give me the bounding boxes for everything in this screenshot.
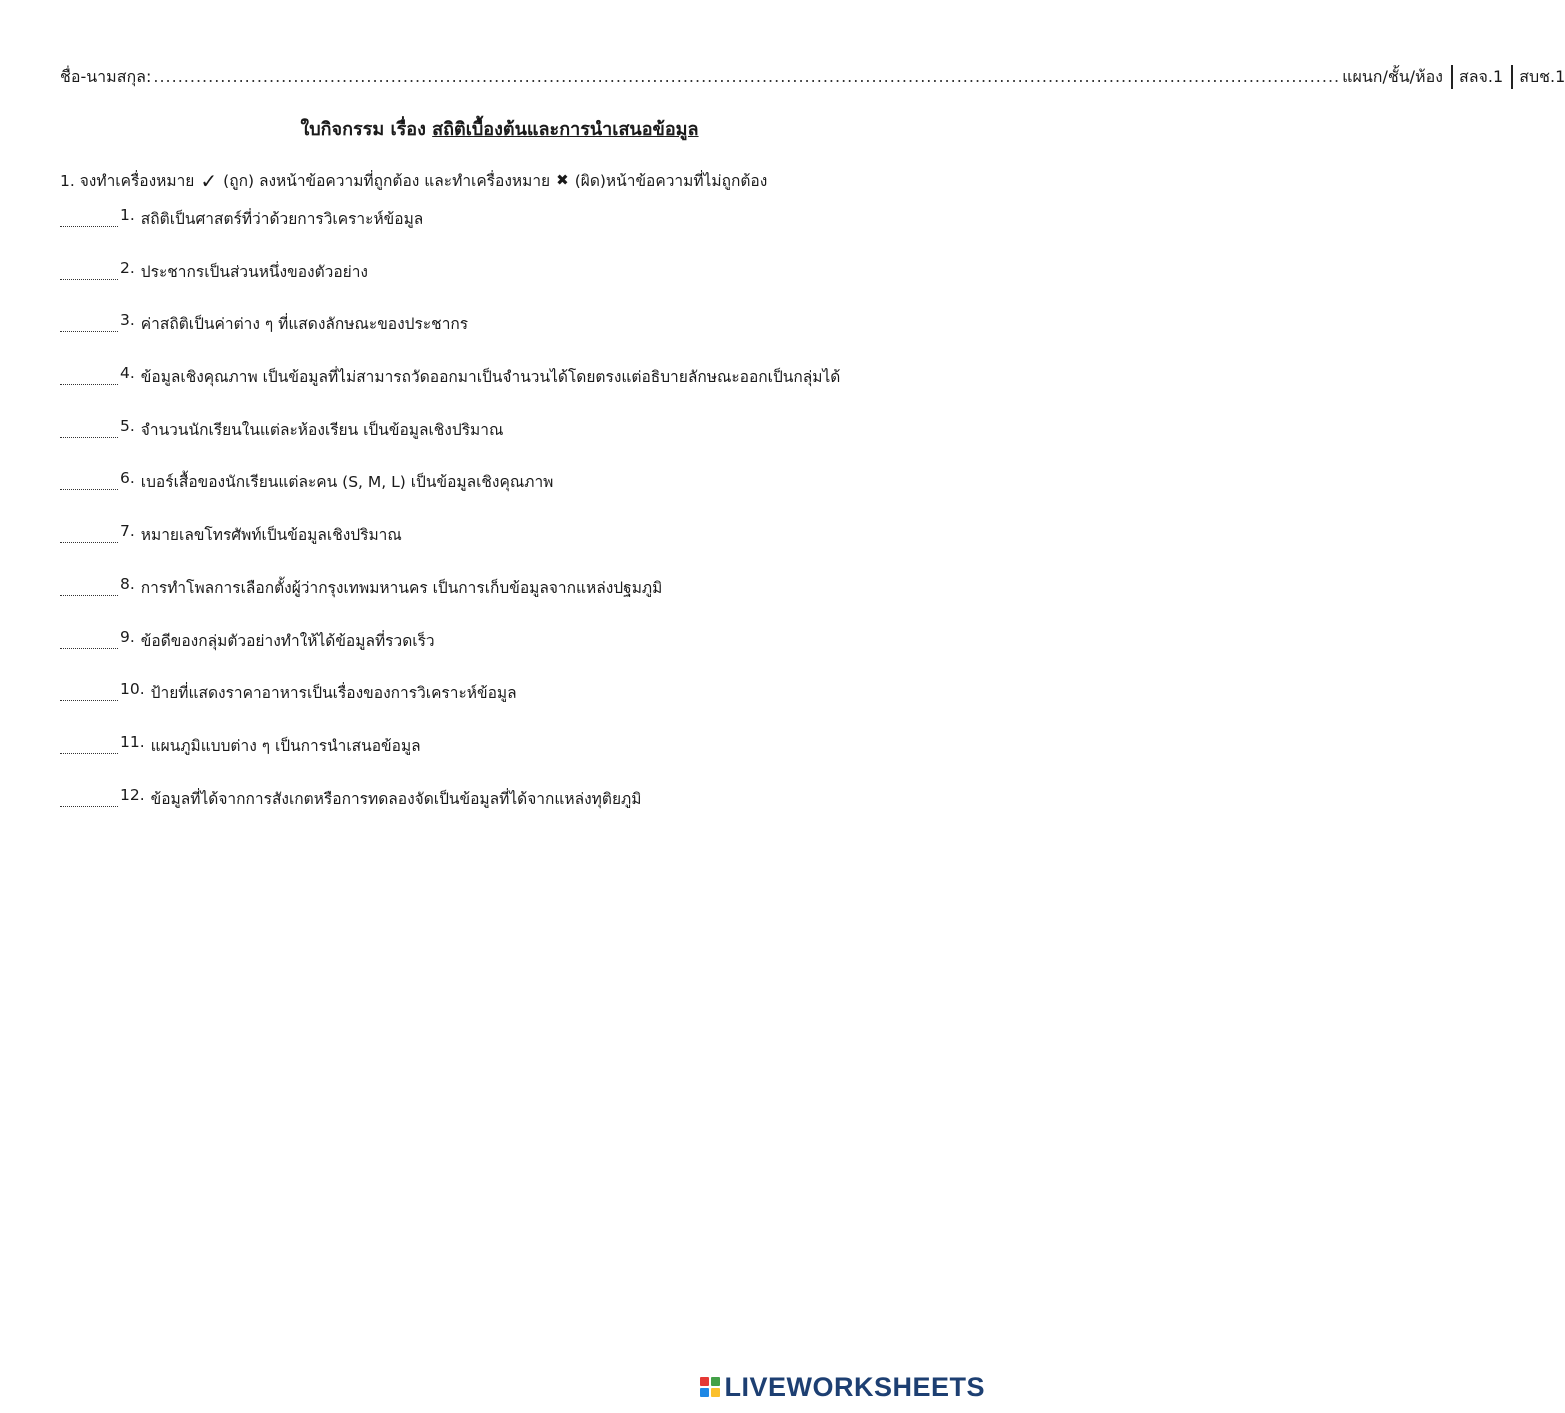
question-text: สถิติเป็นศาสตร์ที่ว่าด้วยการวิเคราะห์ข้อมูล [140,210,424,228]
instruction-part-2: (ถูก) ลงหน้าข้อความที่ถูกต้อง และทำเครื่องหมาย [223,172,551,190]
dept-label: แผนก/ชั้น/ห้อง [1342,66,1443,86]
question-item [60,311,960,364]
page-title [0,114,999,143]
question-number: 2. [120,258,135,277]
question-text: เบอร์เสื้อของนักเรียนแต่ละคน (S, M, L) เป็นข้อมูลเชิงคุณภาพ [140,473,554,492]
answer-field[interactable] [60,628,118,649]
answer-field[interactable] [60,680,118,701]
question-number: 7. [120,522,135,541]
question-item [60,628,960,681]
logo-square-red [700,1377,709,1386]
question-item [60,575,960,628]
instruction-part-3: (ผิด)หน้าข้อความที่ไม่ถูกต้อง [574,172,768,190]
question-text: หมายเลขโทรศัพท์เป็นข้อมูลเชิงปริมาณ [140,526,402,545]
question-text: การทำโพลการเลือกตั้งผู้ว่ากรุงเทพมหานคร เป็นการเก็บข้อมูลจากแหล่งปฐมภูมิ [140,578,663,597]
question-number: 1. [120,206,135,224]
answer-field[interactable] [60,417,118,438]
question-text: ประชากรเป็นส่วนหนึ่งของตัวอย่าง [140,262,368,281]
liveworksheets-logo-icon [700,1377,720,1397]
question-text: ข้อดีของกลุ่มตัวอย่างทำให้ได้ข้อมูลที่รวดเร็ว [140,631,435,650]
question-text: ข้อมูลที่ได้จากการสังเกตหรือการทดลองจัดเป็นข้อมูลที่ได้จากแหล่งทุติยภูมิ [150,789,642,808]
name-fill-dots: ................................................................................................................................................................................................... [153,67,1341,86]
question-text: ค่าสถิติเป็นค่าต่าง ๆ ที่แสดงลักษณะของประชากร [140,315,469,334]
answer-field[interactable] [60,522,118,543]
liveworksheets-brand [700,1371,985,1403]
question-text: ข้อมูลเชิงคุณภาพ เป็นข้อมูลที่ไม่สามารถวัดออกมาเป็นจำนวนได้โดยตรงแต่อธิบายลักษณะออกเป็นกลุ่มได้ [140,368,841,387]
answer-field[interactable] [60,786,118,807]
answer-field[interactable] [60,206,118,227]
question-number: 9. [120,627,135,646]
student-info-line [60,62,1565,92]
question-number: 10. [120,680,145,699]
answer-field[interactable] [60,575,118,596]
instruction-line [60,168,940,193]
title-prefix: ใบกิจกรรม เรื่อง [300,119,433,140]
answer-field[interactable] [60,469,118,490]
question-item [60,206,960,259]
logo-square-yellow [711,1388,720,1397]
check-mark-icon: ✓ [200,168,218,193]
answer-field[interactable] [60,733,118,754]
question-number: 5. [120,416,135,435]
question-text: จำนวนนักเรียนในแต่ละห้องเรียน เป็นข้อมูลเชิงปริมาณ [140,420,504,439]
question-text: แผนภูมิแบบต่าง ๆ เป็นการนำเสนอข้อมูล [150,736,421,755]
option-1-label: สลจ.1 [1458,66,1504,86]
instruction-part-1: 1. จงทำเครื่องหมาย [60,172,195,190]
answer-field[interactable] [60,364,118,385]
question-item [60,680,960,733]
title-topic: สถิติเบื้องต้นและการนำเสนอข้อมูล [432,119,699,140]
brand-name: LIVEWORKSHEETS [724,1371,985,1402]
logo-square-blue [700,1388,709,1397]
question-number: 12. [120,785,145,804]
question-number: 6. [120,469,135,488]
question-list [60,206,960,838]
option-2-label: สบช.1 [1519,66,1565,86]
question-number: 8. [120,574,135,593]
question-item [60,786,960,839]
question-item [60,522,960,575]
question-item [60,469,960,522]
option-2-checkbox[interactable] [1511,65,1513,89]
name-label: ชื่อ-นามสกุล: [60,66,152,86]
answer-field[interactable] [60,311,118,332]
question-item [60,417,960,470]
question-number: 3. [120,311,135,330]
cross-mark-icon: ✖ [556,171,569,189]
option-1-checkbox[interactable] [1451,65,1453,89]
question-number: 4. [120,364,135,383]
question-text: ป้ายที่แสดงราคาอาหารเป็นเรื่องของการวิเคราะห์ข้อมูล [150,684,517,703]
answer-field[interactable] [60,259,118,280]
logo-square-green [711,1377,720,1386]
question-item [60,259,960,312]
question-number: 11. [120,732,145,751]
question-item [60,364,960,417]
question-item [60,733,960,786]
